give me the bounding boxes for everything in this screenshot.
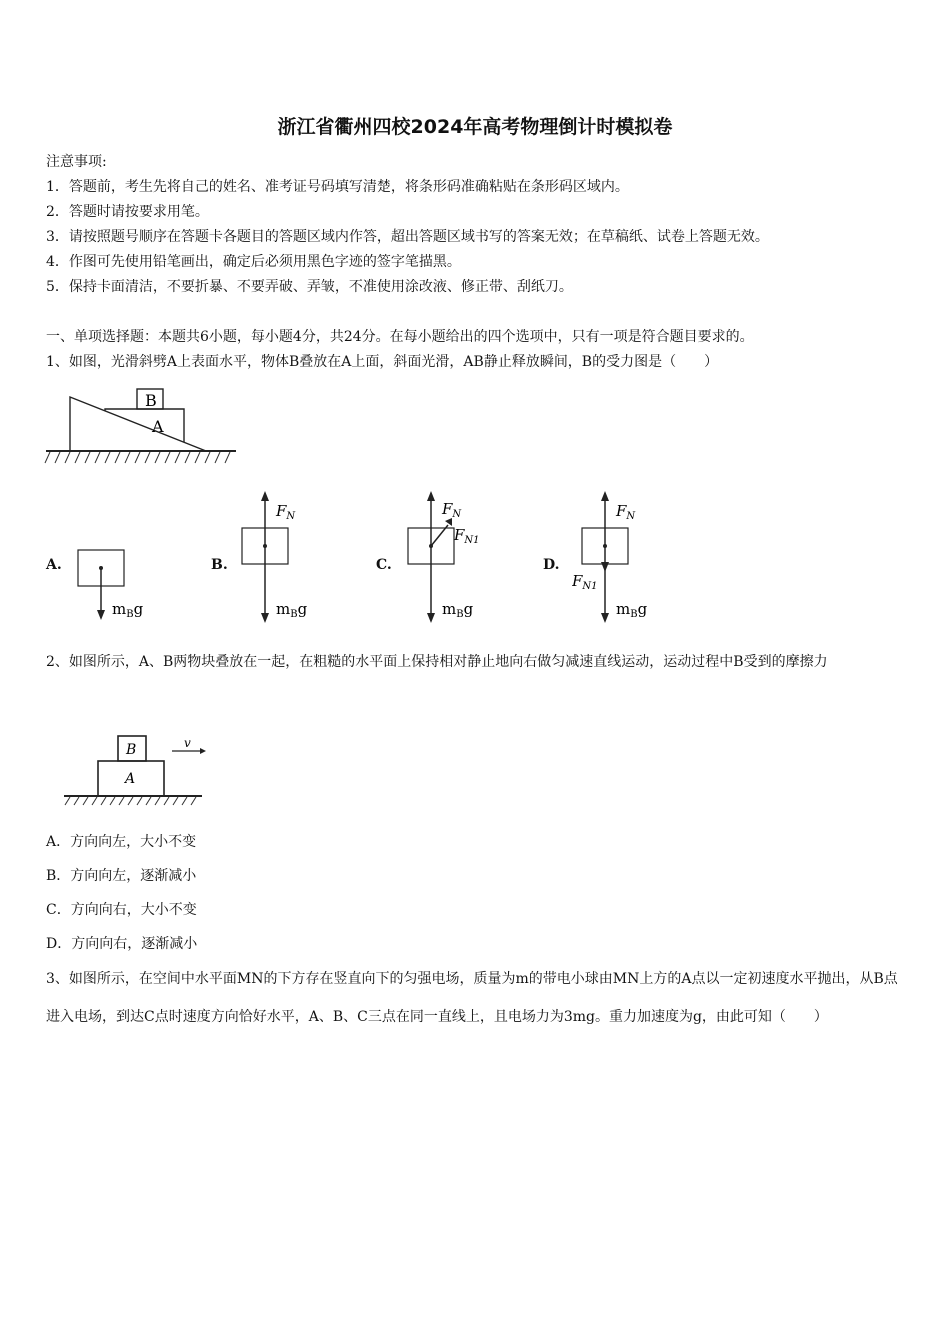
svg-text:FN: [615, 502, 636, 522]
fn-sub: N: [626, 511, 636, 522]
notice-item: 4．作图可先使用铅笔画出，确定后必须用黑色字迹的签字笔描黑。: [46, 254, 461, 270]
fn1-sub: N1: [464, 535, 480, 546]
g-label: g: [463, 600, 474, 618]
fn1-label: F: [454, 526, 465, 544]
fn-label: F: [276, 502, 287, 520]
wedge-a-label: A: [152, 417, 164, 436]
q1-option-a[interactable]: A.: [46, 557, 62, 573]
fn1-sub: N1: [582, 581, 598, 592]
svg-text:FN: [441, 500, 462, 520]
svg-text:FN1: [572, 572, 598, 592]
q1-option-d-diagram: [572, 488, 672, 628]
block-b-label: B: [145, 391, 157, 410]
fn-sub: N: [452, 509, 462, 520]
fn-label: F: [442, 500, 453, 518]
question-1-stem: 1、如图，光滑斜劈A上表面水平，物体B叠放在A上面，斜面光滑，AB静止释放瞬间，B的受力图是（ ）: [46, 354, 719, 370]
section-heading: 一、单项选择题：本题共6小题，每小题4分，共24分。在每小题给出的四个选项中，只有一项是符合题目要求的。: [46, 329, 754, 345]
svg-text:mBg: [442, 600, 474, 620]
svg-text:FN: [275, 502, 296, 522]
q1-option-c-diagram: [400, 488, 510, 628]
fn1-label: F: [572, 572, 583, 590]
notice-item: 2．答题时请按要求用笔。: [46, 204, 209, 220]
page-title: 浙江省衢州四校2024年高考物理倒计时模拟卷: [277, 116, 673, 138]
question-2-stem: 2、如图所示，A、B两物块叠放在一起，在粗糙的水平面上保持相对静止地向右做匀减速直线运动，运动过程中B受到的摩擦力: [46, 654, 828, 670]
q1-option-d[interactable]: D.: [543, 557, 560, 573]
q1-option-a-diagram: [70, 540, 160, 625]
q1-option-b-diagram: [234, 488, 324, 628]
svg-text:FN1: [453, 526, 480, 546]
svg-text:mBg: [616, 600, 648, 620]
q2-option-a[interactable]: A．方向向左，大小不变: [46, 834, 197, 850]
g-label: g: [133, 600, 144, 618]
block-a-label: A: [125, 771, 136, 787]
question-3-stem: 3、如图所示，在空间中水平面MN的下方存在竖直向下的匀强电场，质量为m的带电小球由MN上方的A点以一定初速度水平抛出，从B点进入电场，到达C点时速度方向恰好水平，A、B、C三点在同一直线上，且电场力为3mg。重力加速度为g，由此可知（ ）: [46, 971, 898, 1025]
notice-item: 1．答题前，考生先将自己的姓名、准考证号码填写清楚，将条形码准确粘贴在条形码区域内。: [46, 179, 629, 195]
velocity-label: v: [184, 736, 191, 750]
g-label: g: [297, 600, 308, 618]
mg-label: m: [616, 600, 631, 618]
mg-label: m: [442, 600, 457, 618]
mg-sub: B: [290, 609, 298, 620]
q2-option-c[interactable]: C．方向向右，大小不变: [46, 902, 197, 918]
q1-wedge-figure: [44, 385, 240, 467]
mg-sub: B: [630, 609, 638, 620]
q2-blocks-figure: [62, 730, 212, 810]
q1-option-c[interactable]: C.: [376, 557, 392, 573]
svg-text:mBg: [112, 600, 144, 620]
mg-sub: B: [126, 609, 134, 620]
mg-label: m: [112, 600, 127, 618]
notice-heading: 注意事项:: [46, 154, 107, 170]
notice-item: 5．保持卡面清洁，不要折暴、不要弄破、弄皱，不准使用涂改液、修正带、刮纸刀。: [46, 279, 573, 295]
q2-option-b[interactable]: B．方向向左，逐渐减小: [46, 868, 197, 884]
notice-item: 3．请按照题号顺序在答题卡各题目的答题区域内作答，超出答题区域书写的答案无效；在草稿纸、试卷上答题无效。: [46, 229, 769, 245]
fn-sub: N: [286, 511, 296, 522]
q2-option-d[interactable]: D．方向向右，逐渐减小: [46, 936, 198, 952]
mg-label: m: [276, 600, 291, 618]
q1-option-b[interactable]: B.: [211, 557, 228, 573]
block-b-label: B: [126, 742, 137, 758]
mg-sub: B: [456, 609, 464, 620]
svg-text:mBg: [276, 600, 308, 620]
fn-label: F: [616, 502, 627, 520]
g-label: g: [637, 600, 648, 618]
